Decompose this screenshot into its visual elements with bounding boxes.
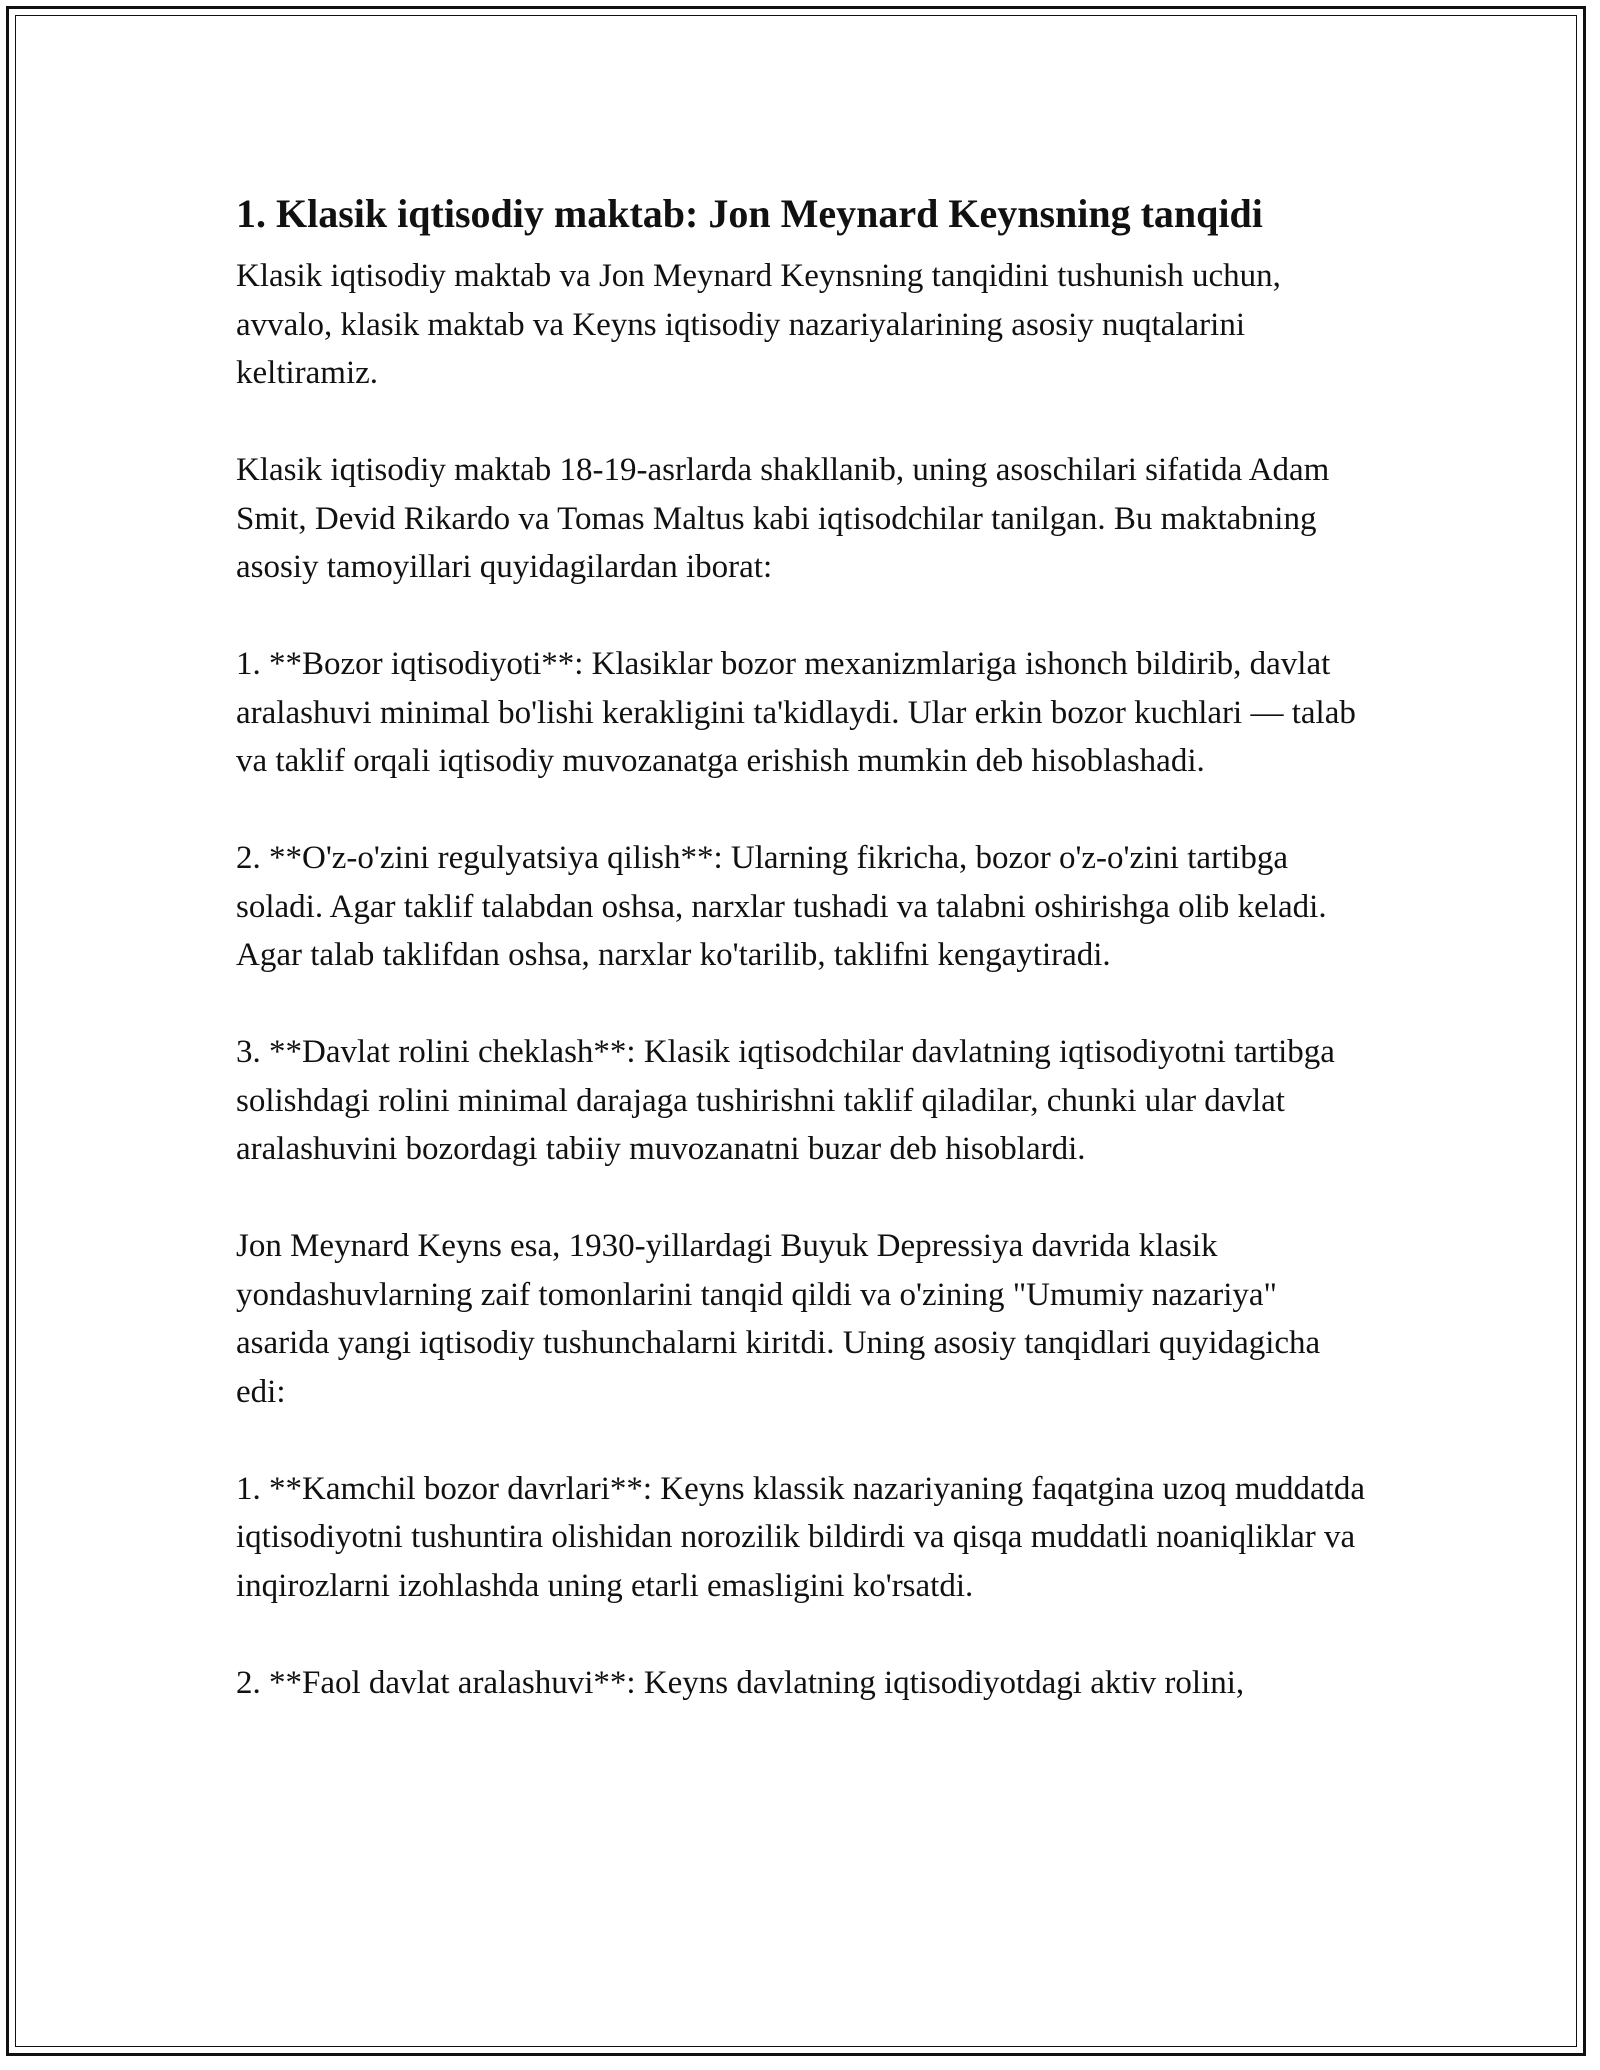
paragraph-limited-state-role: 3. **Davlat rolini cheklash**: Klasik iqtisodchilar davlatning iqtisodiyotni tartibga solishdagi rolini minimal darajaga tushirishni taklif qiladilar, chunki ular davlat aralashuvini bozordagi tabiiy muvozanatni buzar deb hisoblardi. — [236, 1034, 1335, 1167]
paragraph-self-regulation: 2. **O'z-o'zini regulyatsiya qilish**: Ularning fikricha, bozor o'z-o'zini tartibga soladi. Agar taklif talabdan oshsa, narxlar tushadi va talabni oshirishga olib keladi. Agar talab taklifdan oshsa, narxlar ko'tarilib, taklifni kengaytiradi. — [236, 840, 1327, 973]
paragraph-intro: Klasik iqtisodiy maktab va Jon Meynard Keynsning tanqidini tushunish uchun, avvalo, klasik maktab va Keyns iqtisodiy nazariyalarining asosiy nuqtalarini keltiramiz. — [236, 258, 1281, 391]
paragraph-classical-school: Klasik iqtisodiy maktab 18-19-asrlarda shakllanib, uning asoschilari sifatida Adam Smit, Devid Rikardo va Tomas Maltus kabi iqtisodchilar tanilgan. Bu maktabning asosiy tamoyillari quyidagilardan iborat: — [236, 452, 1330, 585]
paragraph-market-cycles: 1. **Kamchil bozor davrlari**: Keyns klassik nazariyaning faqatgina uzoq muddatda iqtisodiyotni tushuntira olishidan norozilik bildirdi va qisqa muddatli noaniqliklar va inqirozlarni izohlashda uning etarli emasligini ko'rsatdi. — [236, 1470, 1365, 1604]
paragraph-state-intervention: 2. **Faol davlat aralashuvi**: Keyns davlatning iqtisodiyotdagi aktiv rolini, — [236, 1664, 1245, 1701]
document-body — [236, 186, 1376, 1756]
paragraph-market-economy: 1. **Bozor iqtisodiyoti**: Klasiklar bozor mexanizmlariga ishonch bildirib, davlat aralashuvi minimal bo'lishi kerakligini ta'kidlaydi. Ular erkin bozor kuchlari — talab va taklif orqali iqtisodiy muvozanatga erishish mumkin deb hisoblashadi. — [236, 646, 1356, 779]
document-title: 1. Klasik iqtisodiy maktab: Jon Meynard Keynsning tanqidi — [236, 191, 1263, 236]
paragraph-keynes-critique: Jon Meynard Keyns esa, 1930-yillardagi Buyuk Depressiya davrida klasik yondashuvlarning zaif tomonlarini tanqid qildi va o'zining "Umumiy nazariya" asarida yangi iqtisodiy tushunchalarni kiritdi. Uning asosiy tanqidlari quyidagicha edi: — [236, 1228, 1321, 1410]
